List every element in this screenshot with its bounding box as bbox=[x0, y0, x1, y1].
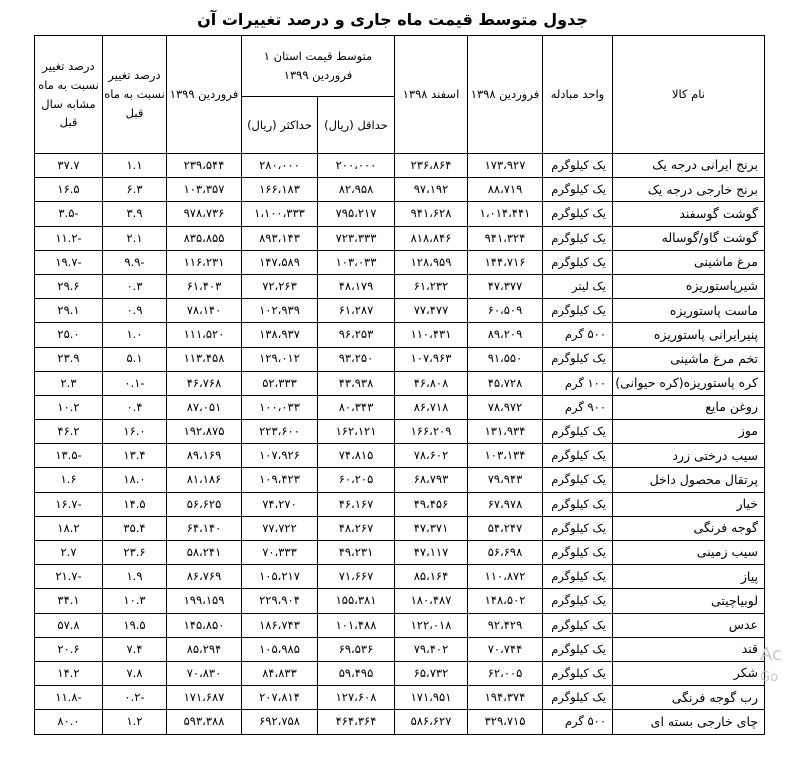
cell-pct-year: ۱۸.۲ bbox=[35, 516, 103, 540]
cell-name: سیب زمینی bbox=[613, 541, 765, 565]
table-row bbox=[35, 565, 765, 589]
cell-unit: یک کیلوگرم bbox=[543, 589, 613, 613]
cell-max: ۲۰۷،۸۱۴ bbox=[242, 686, 318, 710]
cell-farvardin-1398: ۱۴۸،۵۰۲ bbox=[468, 589, 543, 613]
table-row bbox=[35, 395, 765, 419]
table-row bbox=[35, 686, 765, 710]
cell-pct-month: -۰.۱ bbox=[103, 371, 167, 395]
cell-min: ۴۸،۲۶۷ bbox=[318, 516, 395, 540]
cell-max: ۱۰۵،۲۱۷ bbox=[242, 565, 318, 589]
cell-max: ۱،۱۰۰،۳۳۳ bbox=[242, 202, 318, 226]
cell-pct-month: ۱۰.۳ bbox=[103, 589, 167, 613]
cell-esfand-1398: ۱۸۰،۴۸۷ bbox=[395, 589, 468, 613]
header-unit: واحد مبادله bbox=[543, 36, 613, 154]
table-body bbox=[35, 154, 765, 735]
cell-max: ۷۷،۷۲۲ bbox=[242, 516, 318, 540]
cell-max: ۲۸۰،۰۰۰ bbox=[242, 154, 318, 178]
watermark-line-2: Go bbox=[760, 670, 779, 685]
table-row bbox=[35, 444, 765, 468]
header-esfand-1398: اسفند ۱۳۹۸ bbox=[395, 36, 468, 154]
cell-pct-year: -۱۱.۲ bbox=[35, 226, 103, 250]
cell-esfand-1398: ۲۳۶،۸۶۴ bbox=[395, 154, 468, 178]
cell-name: رب گوجه فرنگی bbox=[613, 686, 765, 710]
cell-min: ۷۱،۶۶۷ bbox=[318, 565, 395, 589]
cell-unit: یک کیلوگرم bbox=[543, 444, 613, 468]
cell-farvardin-1398: ۱۹۴،۳۷۴ bbox=[468, 686, 543, 710]
cell-name: موز bbox=[613, 420, 765, 444]
table-row bbox=[35, 226, 765, 250]
cell-unit: یک کیلوگرم bbox=[543, 468, 613, 492]
cell-name: قند bbox=[613, 637, 765, 661]
cell-name: عدس bbox=[613, 613, 765, 637]
cell-min: ۸۰،۳۴۳ bbox=[318, 395, 395, 419]
cell-pct-year: ۲۳.۹ bbox=[35, 347, 103, 371]
cell-pct-month: ۱.۲ bbox=[103, 710, 167, 734]
cell-max: ۱۰۷،۹۲۶ bbox=[242, 444, 318, 468]
cell-name: کره پاستوریزه(کره حیوانی) bbox=[613, 371, 765, 395]
cell-pct-month: ۱.۰ bbox=[103, 323, 167, 347]
cell-max: ۷۲،۲۶۳ bbox=[242, 274, 318, 298]
cell-farvardin-1399: ۴۶،۷۶۸ bbox=[167, 371, 242, 395]
cell-name: پنیرایرانی پاستوریزه bbox=[613, 323, 765, 347]
cell-name: پیاز bbox=[613, 565, 765, 589]
cell-farvardin-1398: ۸۹،۲۰۹ bbox=[468, 323, 543, 347]
cell-max: ۸۹۳،۱۴۳ bbox=[242, 226, 318, 250]
cell-farvardin-1398: ۴۷،۳۷۷ bbox=[468, 274, 543, 298]
cell-name: ماست پاستوریزه bbox=[613, 299, 765, 323]
cell-min: ۴۶،۱۶۷ bbox=[318, 492, 395, 516]
cell-esfand-1398: ۱۲۲،۰۱۸ bbox=[395, 613, 468, 637]
cell-unit: یک کیلوگرم bbox=[543, 686, 613, 710]
cell-min: ۹۶،۲۵۳ bbox=[318, 323, 395, 347]
cell-farvardin-1398: ۷۸،۹۷۲ bbox=[468, 395, 543, 419]
cell-pct-month: ۱۳.۴ bbox=[103, 444, 167, 468]
table-row bbox=[35, 420, 765, 444]
cell-farvardin-1398: ۹۲،۴۲۹ bbox=[468, 613, 543, 637]
cell-esfand-1398: ۶۵،۷۳۲ bbox=[395, 661, 468, 685]
cell-farvardin-1399: ۸۵،۲۹۴ bbox=[167, 637, 242, 661]
cell-min: ۴۶۴،۳۶۴ bbox=[318, 710, 395, 734]
cell-min: ۱۵۵،۳۸۱ bbox=[318, 589, 395, 613]
cell-unit: یک کیلوگرم bbox=[543, 226, 613, 250]
cell-max: ۱۰۵،۹۸۵ bbox=[242, 637, 318, 661]
cell-unit: ۱۰۰ گرم bbox=[543, 371, 613, 395]
cell-max: ۱۰۲،۹۳۹ bbox=[242, 299, 318, 323]
cell-name: گوجه فرنگی bbox=[613, 516, 765, 540]
cell-farvardin-1398: ۶۲،۰۰۵ bbox=[468, 661, 543, 685]
cell-esfand-1398: ۸۵،۱۶۴ bbox=[395, 565, 468, 589]
table-row bbox=[35, 299, 765, 323]
cell-farvardin-1398: ۱،۰۱۴،۴۴۱ bbox=[468, 202, 543, 226]
cell-max: ۱۶۶،۱۸۳ bbox=[242, 178, 318, 202]
cell-esfand-1398: ۱۱۰،۴۳۱ bbox=[395, 323, 468, 347]
cell-name: برنج ایرانی درجه یک bbox=[613, 154, 765, 178]
cell-farvardin-1399: ۶۴،۱۴۰ bbox=[167, 516, 242, 540]
cell-farvardin-1398: ۸۸،۷۱۹ bbox=[468, 178, 543, 202]
table-row bbox=[35, 637, 765, 661]
cell-esfand-1398: ۷۸،۶۰۲ bbox=[395, 444, 468, 468]
cell-name: پرتقال محصول داخل bbox=[613, 468, 765, 492]
table-row bbox=[35, 710, 765, 734]
cell-pct-month: -۰.۲ bbox=[103, 686, 167, 710]
cell-farvardin-1398: ۶۷،۹۷۸ bbox=[468, 492, 543, 516]
cell-name: گوشت گوسفند bbox=[613, 202, 765, 226]
cell-pct-month: ۱۹.۵ bbox=[103, 613, 167, 637]
table-row bbox=[35, 613, 765, 637]
cell-unit: یک کیلوگرم bbox=[543, 541, 613, 565]
cell-min: ۷۴،۸۱۵ bbox=[318, 444, 395, 468]
table-row bbox=[35, 541, 765, 565]
cell-min: ۱۰۳،۰۳۳ bbox=[318, 250, 395, 274]
cell-pct-month: ۱.۱ bbox=[103, 154, 167, 178]
cell-pct-year: ۲۹.۱ bbox=[35, 299, 103, 323]
cell-esfand-1398: ۴۷،۳۷۱ bbox=[395, 516, 468, 540]
header-farvardin-1399: فروردین ۱۳۹۹ bbox=[167, 36, 242, 154]
cell-max: ۸۴،۸۳۳ bbox=[242, 661, 318, 685]
cell-max: ۱۰۰،۰۳۳ bbox=[242, 395, 318, 419]
cell-pct-year: -۱۶.۷ bbox=[35, 492, 103, 516]
cell-pct-year: ۲۹.۶ bbox=[35, 274, 103, 298]
cell-farvardin-1399: ۶۱،۴۰۳ bbox=[167, 274, 242, 298]
cell-max: ۵۲،۳۳۳ bbox=[242, 371, 318, 395]
cell-min: ۶۰،۲۰۵ bbox=[318, 468, 395, 492]
cell-unit: یک کیلوگرم bbox=[543, 347, 613, 371]
cell-pct-year: ۸۰.۰ bbox=[35, 710, 103, 734]
cell-pct-year: ۳۴.۱ bbox=[35, 589, 103, 613]
header-avg-province: متوسط قیمت استان ۱ فروردین ۱۳۹۹ bbox=[242, 36, 395, 97]
cell-pct-month: ۷.۸ bbox=[103, 661, 167, 685]
table-row bbox=[35, 154, 765, 178]
cell-max: ۶۹۲،۷۵۸ bbox=[242, 710, 318, 734]
cell-pct-month: ۲.۱ bbox=[103, 226, 167, 250]
cell-pct-month: ۰.۹ bbox=[103, 299, 167, 323]
cell-farvardin-1399: ۸۱،۱۸۶ bbox=[167, 468, 242, 492]
cell-pct-month: ۱۴.۵ bbox=[103, 492, 167, 516]
table-row bbox=[35, 468, 765, 492]
cell-esfand-1398: ۴۷،۱۱۷ bbox=[395, 541, 468, 565]
cell-unit: یک کیلوگرم bbox=[543, 154, 613, 178]
header-max: حداکثر (ریال) bbox=[242, 97, 318, 154]
table-row bbox=[35, 371, 765, 395]
page-title: جدول متوسط قیمت ماه جاری و درصد تغییرات آن bbox=[197, 10, 588, 29]
cell-farvardin-1398: ۹۱،۵۵۰ bbox=[468, 347, 543, 371]
cell-pct-month: ۳۵.۴ bbox=[103, 516, 167, 540]
table-row bbox=[35, 589, 765, 613]
cell-pct-month: ۱۸.۰ bbox=[103, 468, 167, 492]
cell-esfand-1398: ۴۶،۸۰۸ bbox=[395, 371, 468, 395]
cell-unit: یک کیلوگرم bbox=[543, 250, 613, 274]
table-row bbox=[35, 661, 765, 685]
cell-min: ۱۲۷،۶۰۸ bbox=[318, 686, 395, 710]
cell-name: برنج خارجی درجه یک bbox=[613, 178, 765, 202]
cell-farvardin-1398: ۱۰۳،۱۳۴ bbox=[468, 444, 543, 468]
cell-farvardin-1399: ۸۶،۷۶۹ bbox=[167, 565, 242, 589]
cell-min: ۴۹،۲۳۱ bbox=[318, 541, 395, 565]
cell-esfand-1398: ۴۹،۴۵۶ bbox=[395, 492, 468, 516]
cell-pct-year: ۲۰.۶ bbox=[35, 637, 103, 661]
cell-farvardin-1398: ۷۹،۹۴۳ bbox=[468, 468, 543, 492]
cell-pct-month: -۹.۹ bbox=[103, 250, 167, 274]
cell-farvardin-1398: ۱۴۴،۷۱۶ bbox=[468, 250, 543, 274]
cell-farvardin-1399: ۲۳۹،۵۴۴ bbox=[167, 154, 242, 178]
cell-min: ۸۲،۹۵۸ bbox=[318, 178, 395, 202]
cell-esfand-1398: ۱۲۸،۹۵۹ bbox=[395, 250, 468, 274]
cell-unit: یک کیلوگرم bbox=[543, 299, 613, 323]
cell-max: ۷۰،۳۳۳ bbox=[242, 541, 318, 565]
cell-min: ۶۹،۵۳۶ bbox=[318, 637, 395, 661]
cell-esfand-1398: ۶۱،۲۳۲ bbox=[395, 274, 468, 298]
cell-pct-month: ۱۶.۰ bbox=[103, 420, 167, 444]
cell-unit: یک لیتر bbox=[543, 274, 613, 298]
cell-farvardin-1398: ۳۲۹،۷۱۵ bbox=[468, 710, 543, 734]
cell-max: ۱۰۹،۴۲۳ bbox=[242, 468, 318, 492]
cell-max: ۱۳۸،۹۳۷ bbox=[242, 323, 318, 347]
cell-min: ۲۰۰،۰۰۰ bbox=[318, 154, 395, 178]
cell-esfand-1398: ۹۴۱،۶۲۸ bbox=[395, 202, 468, 226]
cell-esfand-1398: ۱۷۱،۹۵۱ bbox=[395, 686, 468, 710]
cell-name: خیار bbox=[613, 492, 765, 516]
cell-max: ۲۲۳،۶۰۰ bbox=[242, 420, 318, 444]
cell-max: ۱۸۶،۷۴۳ bbox=[242, 613, 318, 637]
table-row bbox=[35, 492, 765, 516]
cell-farvardin-1399: ۸۷،۰۵۱ bbox=[167, 395, 242, 419]
cell-min: ۹۳،۲۵۰ bbox=[318, 347, 395, 371]
cell-farvardin-1398: ۱۳۱،۹۳۴ bbox=[468, 420, 543, 444]
watermark-line-1: Ac bbox=[760, 644, 782, 665]
cell-pct-month: ۰.۴ bbox=[103, 395, 167, 419]
cell-min: ۵۹،۴۹۵ bbox=[318, 661, 395, 685]
cell-farvardin-1398: ۱۷۳،۹۲۷ bbox=[468, 154, 543, 178]
cell-unit: یک کیلوگرم bbox=[543, 613, 613, 637]
cell-name: مرغ ماشینی bbox=[613, 250, 765, 274]
cell-esfand-1398: ۵۸۶،۶۲۷ bbox=[395, 710, 468, 734]
cell-unit: یک کیلوگرم bbox=[543, 516, 613, 540]
cell-pct-year: -۱۳.۵ bbox=[35, 444, 103, 468]
cell-farvardin-1399: ۸۳۵،۸۵۵ bbox=[167, 226, 242, 250]
cell-unit: ۹۰۰ گرم bbox=[543, 395, 613, 419]
price-table bbox=[34, 35, 765, 735]
cell-farvardin-1399: ۷۰،۸۳۰ bbox=[167, 661, 242, 685]
header-pct-year: درصد تغییر نسبت به ماه مشابه سال قبل bbox=[35, 36, 103, 154]
cell-farvardin-1398: ۴۵،۷۲۸ bbox=[468, 371, 543, 395]
cell-unit: ۵۰۰ گرم bbox=[543, 323, 613, 347]
cell-farvardin-1399: ۱۹۹،۱۵۹ bbox=[167, 589, 242, 613]
cell-min: ۱۰۱،۴۸۸ bbox=[318, 613, 395, 637]
cell-unit: یک کیلوگرم bbox=[543, 661, 613, 685]
cell-farvardin-1398: ۵۴،۲۴۷ bbox=[468, 516, 543, 540]
table-row bbox=[35, 323, 765, 347]
cell-farvardin-1399: ۱۱۱،۵۲۰ bbox=[167, 323, 242, 347]
cell-farvardin-1399: ۱۱۳،۴۵۸ bbox=[167, 347, 242, 371]
cell-pct-month: ۳.۹ bbox=[103, 202, 167, 226]
cell-name: لوبیاچیتی bbox=[613, 589, 765, 613]
cell-pct-year: ۲.۷ bbox=[35, 541, 103, 565]
cell-unit: یک کیلوگرم bbox=[543, 420, 613, 444]
cell-unit: یک کیلوگرم bbox=[543, 202, 613, 226]
cell-unit: یک کیلوگرم bbox=[543, 492, 613, 516]
cell-min: ۶۱،۲۸۷ bbox=[318, 299, 395, 323]
cell-farvardin-1399: ۱۹۲،۸۷۵ bbox=[167, 420, 242, 444]
table-row bbox=[35, 516, 765, 540]
header-name: نام کالا bbox=[613, 36, 765, 154]
cell-min: ۱۶۲،۱۲۱ bbox=[318, 420, 395, 444]
cell-max: ۲۲۹،۹۰۴ bbox=[242, 589, 318, 613]
cell-pct-year: ۱۰.۲ bbox=[35, 395, 103, 419]
cell-pct-year: ۳۷.۷ bbox=[35, 154, 103, 178]
cell-farvardin-1399: ۱۱۶،۲۳۱ bbox=[167, 250, 242, 274]
cell-min: ۴۳،۹۳۸ bbox=[318, 371, 395, 395]
cell-esfand-1398: ۷۷،۴۷۷ bbox=[395, 299, 468, 323]
cell-min: ۷۹۵،۲۱۷ bbox=[318, 202, 395, 226]
cell-pct-year: ۲۵.۰ bbox=[35, 323, 103, 347]
cell-unit: یک کیلوگرم bbox=[543, 637, 613, 661]
cell-farvardin-1399: ۷۸،۱۴۰ bbox=[167, 299, 242, 323]
cell-pct-year: -۳.۵ bbox=[35, 202, 103, 226]
cell-min: ۴۸،۱۷۹ bbox=[318, 274, 395, 298]
header-pct-month: درصد تغییر نسبت به ماه قبل bbox=[103, 36, 167, 154]
cell-esfand-1398: ۸۱۸،۸۴۶ bbox=[395, 226, 468, 250]
cell-farvardin-1399: ۱۴۵،۸۵۰ bbox=[167, 613, 242, 637]
cell-name: چای خارجی بسته ای bbox=[613, 710, 765, 734]
cell-farvardin-1398: ۶۰،۵۰۹ bbox=[468, 299, 543, 323]
table-row bbox=[35, 178, 765, 202]
cell-name: تخم مرغ ماشینی bbox=[613, 347, 765, 371]
cell-name: سیب درختی زرد bbox=[613, 444, 765, 468]
cell-esfand-1398: ۸۶،۷۱۸ bbox=[395, 395, 468, 419]
table-row bbox=[35, 250, 765, 274]
cell-max: ۱۲۹،۰۱۲ bbox=[242, 347, 318, 371]
cell-farvardin-1399: ۵۶،۶۲۵ bbox=[167, 492, 242, 516]
cell-farvardin-1398: ۵۶،۶۹۸ bbox=[468, 541, 543, 565]
cell-pct-month: ۲۳.۶ bbox=[103, 541, 167, 565]
cell-farvardin-1399: ۱۰۳،۳۵۷ bbox=[167, 178, 242, 202]
cell-unit: یک کیلوگرم bbox=[543, 178, 613, 202]
cell-farvardin-1398: ۷۰،۷۴۴ bbox=[468, 637, 543, 661]
cell-pct-month: ۰.۳ bbox=[103, 274, 167, 298]
cell-pct-month: ۶.۳ bbox=[103, 178, 167, 202]
table-row bbox=[35, 202, 765, 226]
table-row bbox=[35, 347, 765, 371]
cell-name: شیرپاستوریزه bbox=[613, 274, 765, 298]
cell-pct-year: ۱۴.۲ bbox=[35, 661, 103, 685]
cell-pct-year: ۵۷.۸ bbox=[35, 613, 103, 637]
cell-pct-year: -۱۹.۷ bbox=[35, 250, 103, 274]
cell-max: ۷۴،۲۷۰ bbox=[242, 492, 318, 516]
header-farvardin-1398: فروردین ۱۳۹۸ bbox=[468, 36, 543, 154]
cell-esfand-1398: ۹۷،۱۹۲ bbox=[395, 178, 468, 202]
cell-esfand-1398: ۷۹،۴۰۲ bbox=[395, 637, 468, 661]
cell-pct-year: ۱.۶ bbox=[35, 468, 103, 492]
cell-esfand-1398: ۱۰۷،۹۶۳ bbox=[395, 347, 468, 371]
cell-pct-month: ۵.۱ bbox=[103, 347, 167, 371]
cell-pct-year: ۴۶.۲ bbox=[35, 420, 103, 444]
cell-farvardin-1399: ۵۹۳،۳۸۸ bbox=[167, 710, 242, 734]
cell-pct-month: ۷.۴ bbox=[103, 637, 167, 661]
cell-unit: ۵۰۰ گرم bbox=[543, 710, 613, 734]
cell-min: ۷۲۳،۳۳۳ bbox=[318, 226, 395, 250]
cell-pct-year: ۱۶.۵ bbox=[35, 178, 103, 202]
cell-name: شکر bbox=[613, 661, 765, 685]
cell-name: گوشت گاو/گوساله bbox=[613, 226, 765, 250]
cell-unit: یک کیلوگرم bbox=[543, 565, 613, 589]
cell-farvardin-1398: ۹۴۱،۳۲۴ bbox=[468, 226, 543, 250]
cell-farvardin-1399: ۱۷۱،۶۸۷ bbox=[167, 686, 242, 710]
cell-pct-year: ۲.۳ bbox=[35, 371, 103, 395]
cell-pct-year: -۲۱.۷ bbox=[35, 565, 103, 589]
cell-esfand-1398: ۱۶۶،۲۰۹ bbox=[395, 420, 468, 444]
cell-farvardin-1399: ۹۷۸،۷۳۶ bbox=[167, 202, 242, 226]
table-row bbox=[35, 274, 765, 298]
cell-name: روغن مایع bbox=[613, 395, 765, 419]
cell-max: ۱۴۷،۵۸۹ bbox=[242, 250, 318, 274]
cell-esfand-1398: ۶۸،۷۹۳ bbox=[395, 468, 468, 492]
header-min: حداقل (ریال) bbox=[318, 97, 395, 154]
cell-pct-year: -۱۱.۸ bbox=[35, 686, 103, 710]
cell-farvardin-1399: ۵۸،۲۴۱ bbox=[167, 541, 242, 565]
cell-farvardin-1399: ۸۹،۱۶۹ bbox=[167, 444, 242, 468]
cell-farvardin-1398: ۱۱۰،۸۷۲ bbox=[468, 565, 543, 589]
cell-pct-month: ۱.۹ bbox=[103, 565, 167, 589]
